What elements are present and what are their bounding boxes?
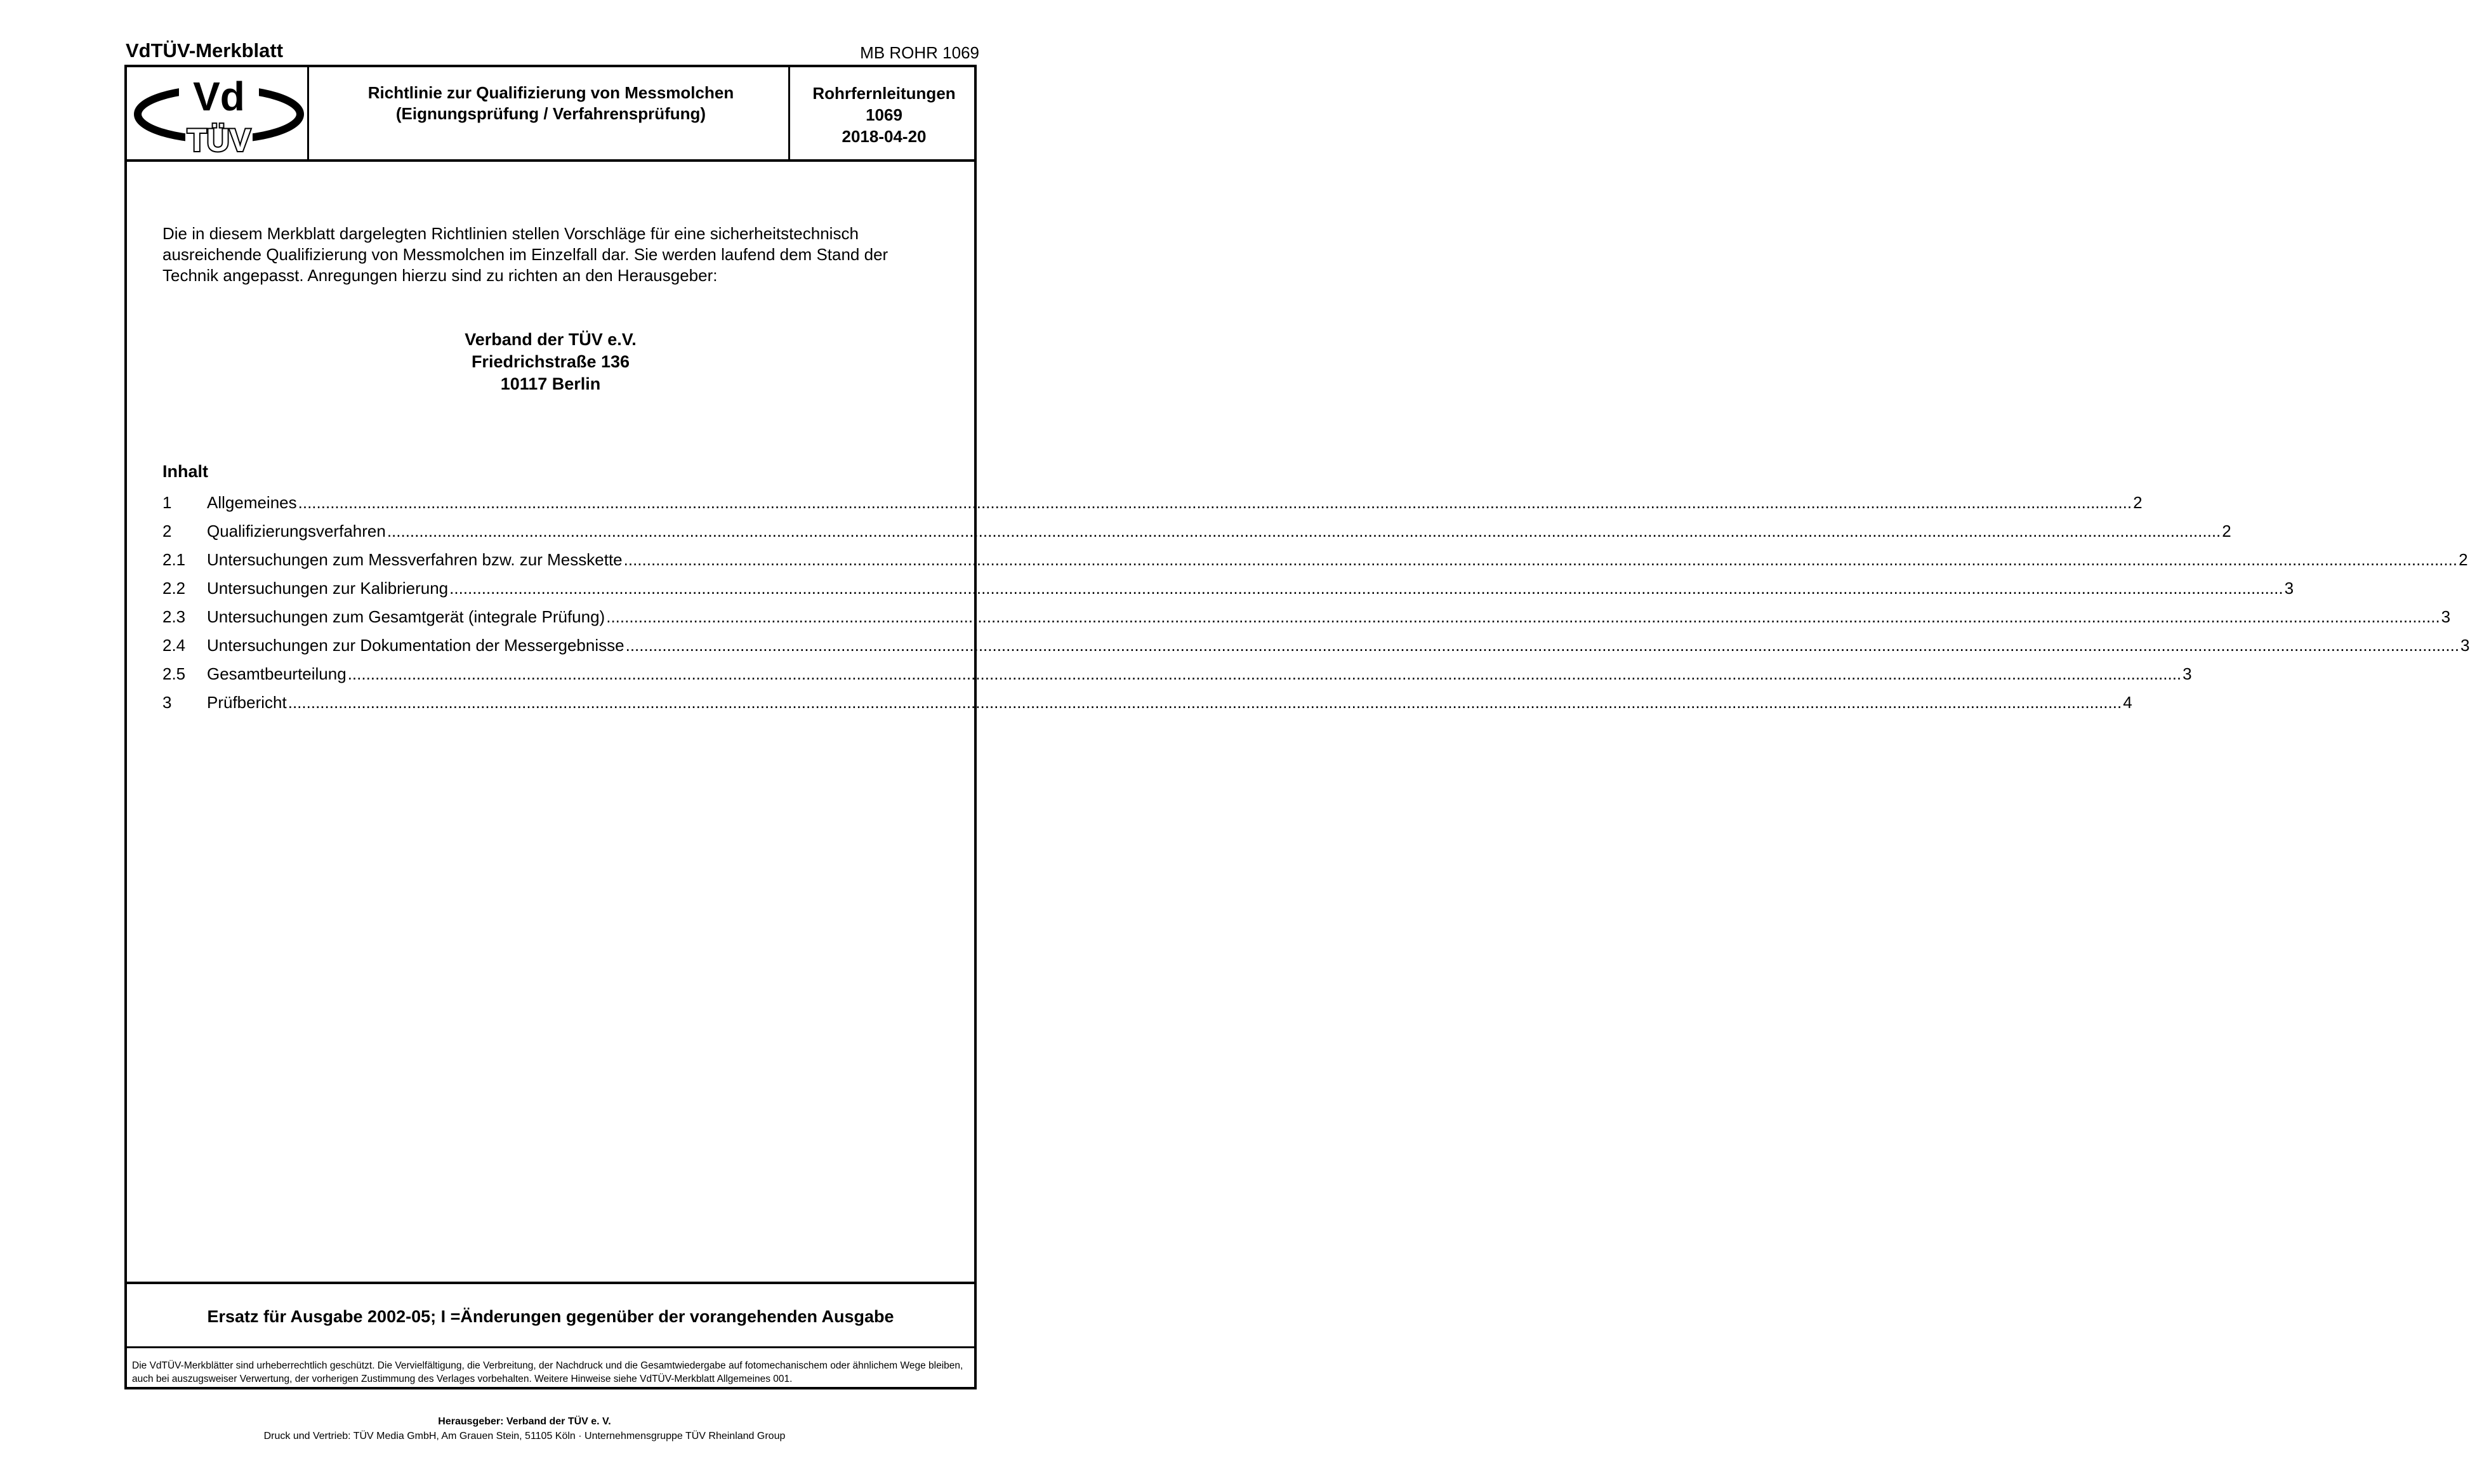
toc-entry[interactable]: [162, 546, 2468, 574]
toc-leader-dots: ................................................................................................................................................................................................................................................................................................................................................................................................................: [625, 636, 2460, 655]
toc-entry-number: 2.4: [162, 636, 186, 655]
vdtuev-logo: [133, 72, 305, 158]
toc-entry[interactable]: [162, 517, 2231, 546]
toc-entry-page: 3: [2183, 664, 2192, 683]
toc-leader-dots: ................................................................................................................................................................................................................................................................................................................................................................................................................: [287, 693, 2122, 712]
toc-entry[interactable]: [162, 631, 2470, 660]
toc-leader-dots: ................................................................................................................................................................................................................................................................................................................................................................................................................: [386, 522, 2221, 541]
toc-entry-label: Qualifizierungsverfahren: [207, 522, 386, 541]
toc-entry[interactable]: [162, 660, 2192, 688]
toc-entry-page: 3: [2460, 636, 2470, 655]
footer-distribution: Druck und Vertrieb: TÜV Media GmbH, Am Grauen Stein, 51105 Köln · Unternehmensgruppe TÜV Rheinland Group: [263, 1431, 786, 1441]
toc-leader-dots: ................................................................................................................................................................................................................................................................................................................................................................................................................: [623, 550, 2458, 569]
replacement-note: Ersatz für Ausgabe 2002-05; I =Änderungen gegenüber der vorangehenden Ausgabe: [207, 1307, 894, 1326]
document-date: 2018-04-20: [842, 127, 927, 146]
document-number: 1069: [866, 105, 902, 124]
intro-paragraph: Die in diesem Merkblatt dargelegten Richtlinien stellen Vorschläge für eine sicherheitstechnisch ausreichende Qualifizierung von Messmolchen im Einzelfall dar. Sie werden laufend dem Stand der Technik angepasst. Anregungen hierzu sind zu richten an den Herausgeber:: [162, 224, 888, 285]
document-category: Rohrfernleitungen: [812, 84, 956, 103]
copyright-rule: [127, 1346, 974, 1348]
toc-leader-dots: ................................................................................................................................................................................................................................................................................................................................................................................................................: [606, 607, 2440, 626]
document-code: MB ROHR 1069: [860, 43, 979, 62]
toc-entry-page: 2: [2133, 493, 2143, 512]
toc-entry-number: 2.5: [162, 664, 186, 683]
document-title: [311, 82, 791, 124]
toc-entry[interactable]: [162, 489, 2143, 517]
header-divider-left: [307, 67, 309, 159]
toc-entry-page: 4: [2123, 693, 2132, 712]
toc-heading: Inhalt: [162, 462, 208, 481]
copyright-notice: Die VdTÜV-Merkblätter sind urheberrechtlich geschützt. Die Vervielfältigung, die Verbreitung, der Nachdruck und die Gesamtwiedergabe auf fotomechanischem oder ähnlichem Wege bleiben, auch bei auszugsweiser Verwertung, der vorherigen Zustimmung des Verlages vorbehalten. Weitere Hinweise siehe VdTÜV-Merkblatt Allgemeines 001.: [132, 1360, 963, 1384]
toc-leader-dots: ................................................................................................................................................................................................................................................................................................................................................................................................................: [298, 493, 2132, 512]
toc-entry-label: Prüfbericht: [207, 693, 287, 712]
toc-entry-page: 3: [2441, 607, 2451, 626]
publisher-city: 10117 Berlin: [500, 374, 601, 393]
toc-entry-label: Untersuchungen zum Messverfahren bzw. zur Messkette: [207, 550, 623, 569]
toc-entry-number: 3: [162, 693, 172, 712]
footer-top-rule: [127, 1282, 974, 1284]
toc-leader-dots: ................................................................................................................................................................................................................................................................................................................................................................................................................: [449, 579, 2283, 598]
logo-bottom-text: TÜV: [187, 122, 251, 158]
toc-entry-number: 1: [162, 493, 172, 512]
toc-entry-label: Untersuchungen zur Kalibrierung: [207, 579, 449, 598]
toc-entry-page: 3: [2284, 579, 2294, 598]
title-line-2: (Eignungsprüfung / Verfahrensprüfung): [395, 104, 706, 123]
toc-entry-label: Gesamtbeurteilung: [207, 664, 347, 683]
header-bottom-rule: [127, 159, 974, 162]
publisher-name: Verband der TÜV e.V.: [465, 330, 637, 349]
toc-entry-label: Untersuchungen zum Gesamtgerät (integrale Prüfung): [207, 607, 605, 626]
toc-entry[interactable]: [162, 688, 2132, 717]
toc-entry-page: 2: [2222, 522, 2231, 541]
toc-entry-label: Untersuchungen zur Dokumentation der Messergebnisse: [207, 636, 624, 655]
document-frame: [124, 65, 2470, 1389]
title-line-1: Richtlinie zur Qualifizierung von Messmolchen: [367, 83, 734, 102]
document-meta: [793, 82, 975, 147]
table-of-contents: [162, 489, 2470, 717]
toc-entry-page: 2: [2459, 550, 2468, 569]
toc-entry-number: 2.2: [162, 579, 186, 598]
logo-top-text: Vd: [193, 74, 245, 119]
toc-entry[interactable]: [162, 603, 2451, 631]
toc-entry-number: 2.1: [162, 550, 186, 569]
toc-leader-dots: ................................................................................................................................................................................................................................................................................................................................................................................................................: [347, 664, 2182, 683]
footer-publisher: Herausgeber: Verband der TÜV e. V.: [438, 1416, 611, 1427]
publisher-address: [127, 329, 974, 395]
publisher-street: Friedrichstraße 136: [471, 352, 630, 371]
toc-entry[interactable]: [162, 574, 2294, 603]
toc-entry-number: 2: [162, 522, 172, 541]
document-type: VdTÜV-Merkblatt: [126, 39, 284, 62]
toc-entry-label: Allgemeines: [207, 493, 297, 512]
toc-entry-number: 2.3: [162, 607, 186, 626]
